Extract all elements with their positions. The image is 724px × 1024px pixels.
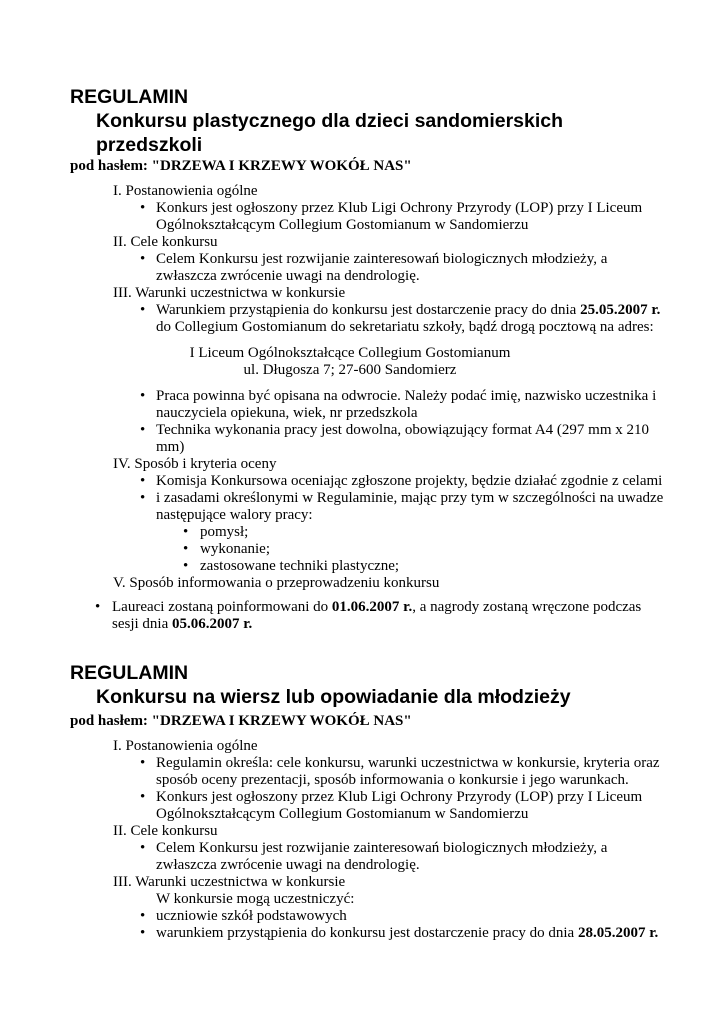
bullet-icon: • xyxy=(140,925,146,941)
doc1-section-4: IV. Sposób i kryteria oceny xyxy=(113,456,277,472)
text-line: Ogólnokształcącym Collegium Gostomianum w Sandomierzu xyxy=(156,217,529,233)
doc2-s1-bullet-2 xyxy=(140,789,690,823)
text-line xyxy=(156,925,690,942)
text-line: Konkurs jest ogłoszony przez Klub Ligi Ochrony Przyrody (LOP) przy I Liceum xyxy=(156,789,643,805)
text-line xyxy=(112,599,690,616)
doc1-subtitle-line2: przedszkoli xyxy=(96,134,203,156)
text-line: Regulamin określa: cele konkursu, warunki uczestnictwa w konkursie, kryteria oraz xyxy=(156,755,660,771)
text-line: zwłaszcza zwrócenie uwagi na dendrologię. xyxy=(156,268,420,284)
doc1-section-3: III. Warunki uczestnictwa w konkursie xyxy=(113,285,346,301)
address-line: ul. Długosza 7; 27-600 Sandomierz xyxy=(243,362,457,378)
text-line: nauczyciela opiekuna, wiek, nr przedszkola xyxy=(156,405,418,421)
announce-date: 01.06.2007 r. xyxy=(331,599,413,615)
text-line xyxy=(112,616,690,633)
doc2-subtitle: Konkursu na wiersz lub opowiadanie dla młodzieży xyxy=(96,686,571,708)
doc1-s4-bullet-2 xyxy=(140,490,690,524)
doc2-section-1: I. Postanowienia ogólne xyxy=(113,738,258,754)
text-span: , a nagrody zostaną wręczone podczas xyxy=(412,599,642,615)
text-line: Ogólnokształcącym Collegium Gostomianum w Sandomierzu xyxy=(156,806,529,822)
text-span: Warunkiem przystąpienia do konkursu jest dostarczenie pracy do dnia xyxy=(156,302,577,318)
text-line: następujące walory pracy: xyxy=(156,507,313,523)
regulation-poetry xyxy=(70,661,670,709)
doc2-title: REGULAMIN xyxy=(70,662,189,684)
bullet-icon: • xyxy=(95,599,101,615)
bullet-icon: • xyxy=(140,789,146,805)
text-line: zwłaszcza zwrócenie uwagi na dendrologię. xyxy=(156,857,420,873)
text-line: uczniowie szkół podstawowych xyxy=(156,908,347,924)
text-line: sposób oceny prezentacji, sposób informowania o konkursie i jego warunkach. xyxy=(156,772,629,788)
doc1-motto: pod hasłem: "DRZEWA I KRZEWY WOKÓŁ NAS" xyxy=(70,158,412,174)
bullet-icon: • xyxy=(183,524,189,540)
doc1-s3-bullet-2 xyxy=(140,388,690,422)
doc2-section-2: II. Cele konkursu xyxy=(113,823,218,839)
deadline-date: 28.05.2007 r. xyxy=(577,925,659,941)
doc2-s3-bullet-2 xyxy=(140,925,690,942)
bullet-icon: • xyxy=(140,302,146,318)
regulation-plastic xyxy=(70,85,670,157)
deadline-date: 25.05.2007 r. xyxy=(580,302,661,318)
text-line: Celem Konkursu jest rozwijanie zainteresowań biologicznych młodzieży, a xyxy=(156,251,608,267)
bullet-icon: • xyxy=(183,558,189,574)
doc1-s5-bullet-1 xyxy=(95,599,690,633)
doc1-section-1: I. Postanowienia ogólne xyxy=(113,183,258,199)
bullet-icon: • xyxy=(140,908,146,924)
ceremony-date: 05.06.2007 r. xyxy=(172,616,253,632)
text-line: Technika wykonania pracy jest dowolna, obowiązujący format A4 (297 mm x 210 xyxy=(156,422,649,438)
doc1-s3-bullet-1 xyxy=(140,302,690,336)
text-line: do Collegium Gostomianum do sekretariatu szkoły, bądź drogą pocztową na adres: xyxy=(156,319,654,335)
doc1-body xyxy=(70,158,690,633)
doc2-body xyxy=(70,713,690,942)
doc2-section-3: III. Warunki uczestnictwa w konkursie xyxy=(113,874,346,890)
doc1-s3-bullet-3 xyxy=(140,422,690,456)
doc2-motto: pod hasłem: "DRZEWA I KRZEWY WOKÓŁ NAS" xyxy=(70,713,412,729)
bullet-icon: • xyxy=(140,755,146,771)
doc1-s4-criterion-1 xyxy=(183,524,690,541)
doc1-s4-criterion-3 xyxy=(183,558,690,575)
bullet-icon: • xyxy=(140,251,146,267)
text-line: Konkurs jest ogłoszony przez Klub Ligi Ochrony Przyrody (LOP) przy I Liceum xyxy=(156,200,643,216)
doc1-subtitle-line1: Konkursu plastycznego dla dzieci sandomierskich xyxy=(96,110,564,132)
doc2-s2-bullet-1 xyxy=(140,840,690,874)
bullet-icon: • xyxy=(140,490,146,506)
bullet-icon: • xyxy=(140,388,146,404)
doc2-s1-bullet-1 xyxy=(140,755,690,789)
text-line: pomysł; xyxy=(200,524,249,540)
doc2-s3-bullet-1 xyxy=(140,908,690,925)
bullet-icon: • xyxy=(183,541,189,557)
doc2-s3-intro: W konkursie mogą uczestniczyć: xyxy=(156,891,355,907)
doc1-s2-bullet-1 xyxy=(140,251,690,285)
doc1-s1-bullet-1 xyxy=(140,200,690,234)
text-line: Celem Konkursu jest rozwijanie zainteresowań biologicznych młodzieży, a xyxy=(156,840,608,856)
text-span: sesji dnia xyxy=(112,616,169,632)
address-line: I Liceum Ogólnokształcące Collegium Gostomianum xyxy=(189,345,511,361)
doc1-title: REGULAMIN xyxy=(70,86,189,108)
bullet-icon: • xyxy=(140,840,146,856)
doc1-section-5: V. Sposób informowania o przeprowadzeniu konkursu xyxy=(113,575,440,591)
bullet-icon: • xyxy=(140,473,146,489)
text-span: warunkiem przystąpienia do konkursu jest dostarczenie pracy do dnia xyxy=(156,925,575,941)
doc1-s4-bullet-1 xyxy=(140,473,690,490)
text-line: zastosowane techniki plastyczne; xyxy=(200,558,400,574)
bullet-icon: • xyxy=(140,200,146,216)
text-line: Komisja Konkursowa oceniając zgłoszone projekty, będzie działać zgodnie z celami xyxy=(156,473,663,489)
text-span: Laureaci zostaną poinformowani do xyxy=(112,599,329,615)
doc1-s4-criterion-2 xyxy=(183,541,690,558)
text-line: Praca powinna być opisana na odwrocie. Należy podać imię, nazwisko uczestnika i xyxy=(156,388,657,404)
text-line: i zasadami określonymi w Regulaminie, mając przy tym w szczególności na uwadze xyxy=(156,490,664,506)
text-line: mm) xyxy=(156,439,185,455)
bullet-icon: • xyxy=(140,422,146,438)
text-line xyxy=(156,302,690,319)
doc1-section-2: II. Cele konkursu xyxy=(113,234,218,250)
doc1-address xyxy=(150,345,550,379)
text-line: wykonanie; xyxy=(200,541,270,557)
